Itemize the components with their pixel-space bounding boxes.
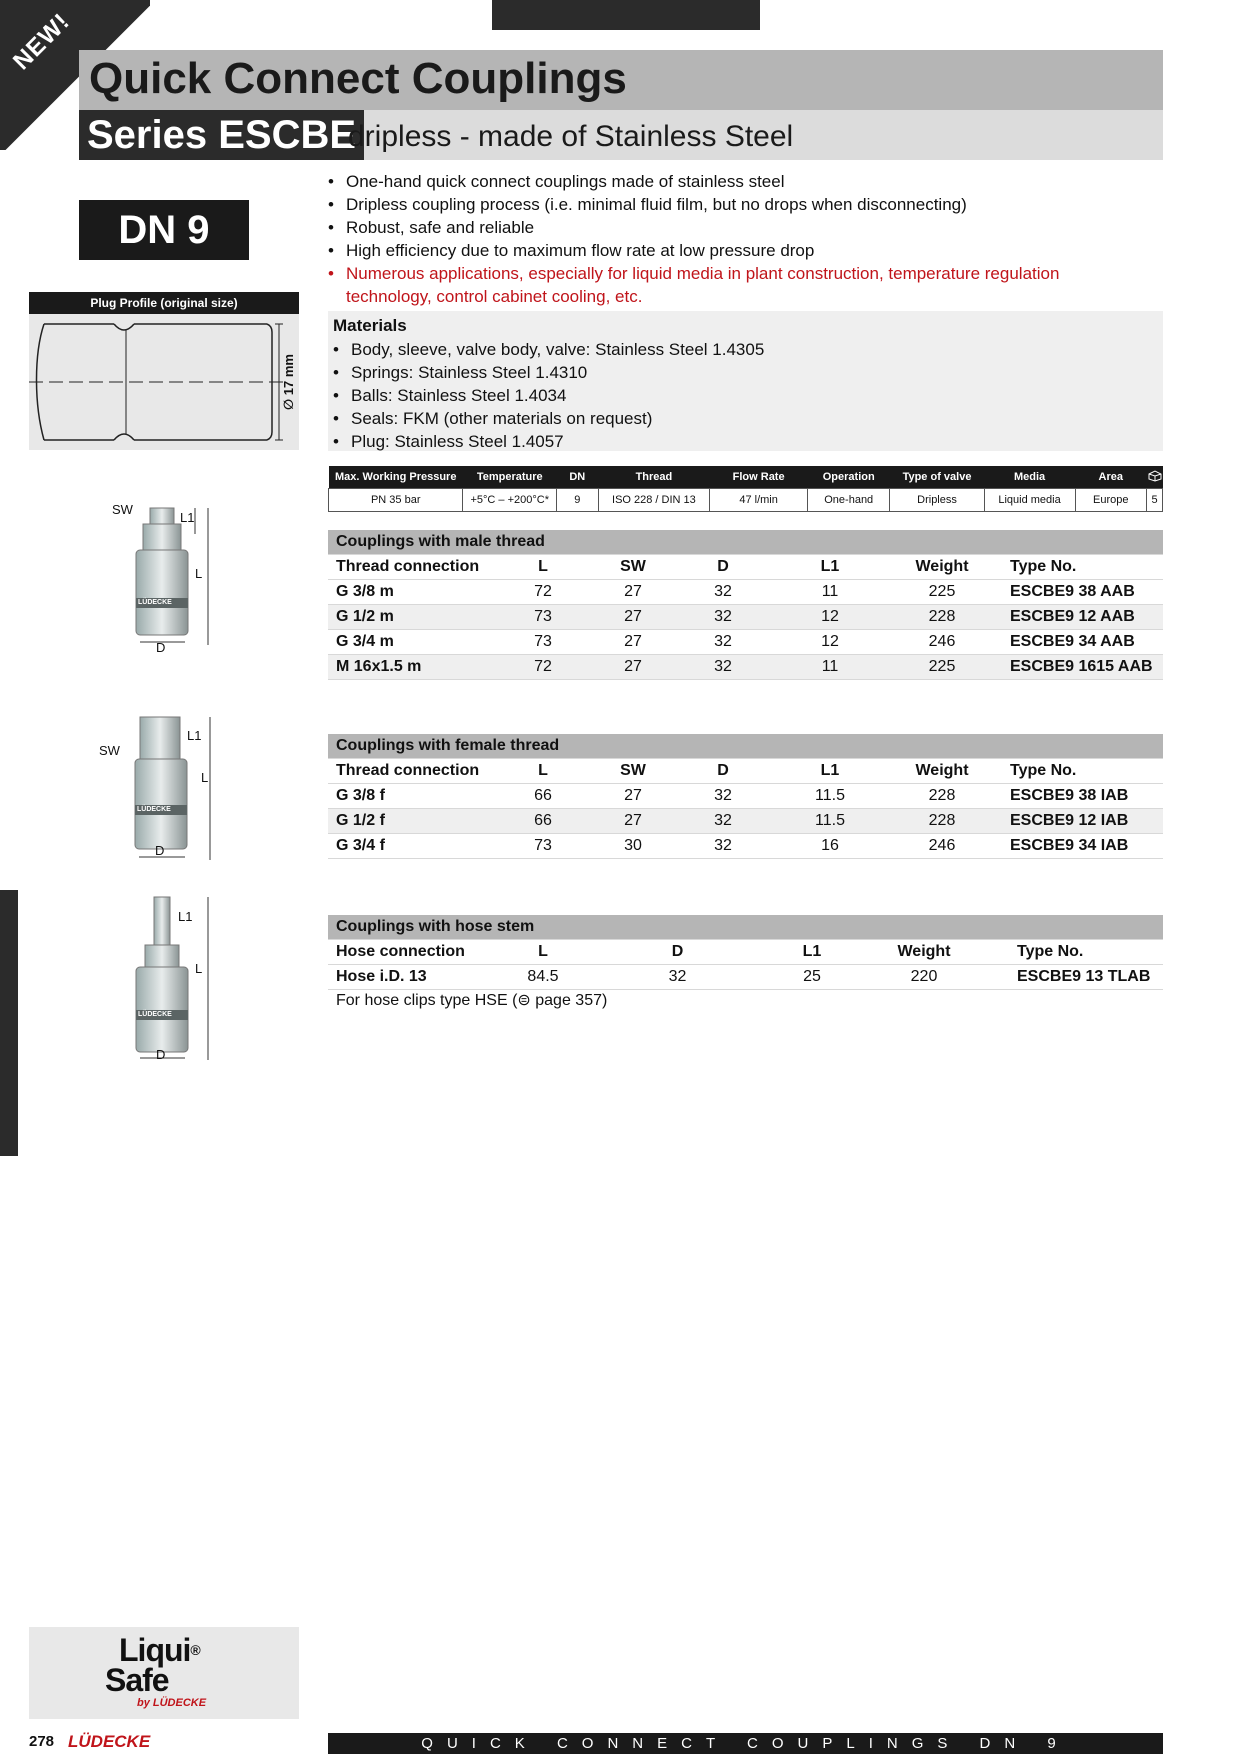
weight-cell: 228 (896, 809, 988, 834)
type-no-cell: ESCBE9 34 IAB (988, 834, 1163, 859)
plug-profile-label: Plug Profile (original size) (29, 292, 299, 314)
spec-value: Dripless (890, 489, 984, 512)
thread-cell: G 3/4 m (328, 630, 502, 655)
sw-cell: 27 (584, 630, 682, 655)
l1-cell: 11 (764, 580, 896, 605)
spec-value: Liquid media (984, 489, 1075, 512)
weight-cell: 220 (853, 965, 995, 990)
table-row (328, 784, 1163, 809)
table-header-row (328, 555, 1163, 580)
type-no-cell: ESCBE9 13 TLAB (995, 965, 1163, 990)
type-no-cell: ESCBE9 38 IAB (988, 784, 1163, 809)
brand-name: LÜDECKE (68, 1732, 151, 1751)
column-header: D (682, 759, 764, 784)
weight-cell: 225 (896, 580, 988, 605)
band-brand: LÜDECKE (138, 599, 172, 606)
spec-value-row (329, 489, 1163, 512)
band-brand: LÜDECKE (137, 806, 171, 813)
table-caption-row (328, 530, 1163, 555)
column-header: L1 (764, 555, 896, 580)
column-header: Thread connection (328, 759, 502, 784)
l-label: L (201, 770, 209, 785)
weight-cell: 228 (896, 605, 988, 630)
sw-cell: 27 (584, 784, 682, 809)
feature-item: • High efficiency due to maximum flow rate at low pressure drop (328, 239, 1148, 262)
table-row (328, 834, 1163, 859)
d-cell: 32 (682, 809, 764, 834)
d-cell: 32 (584, 965, 771, 990)
table-caption-row (328, 734, 1163, 759)
material-item: • Springs: Stainless Steel 1.4310 (333, 361, 764, 384)
column-header: Type No. (988, 759, 1163, 784)
title-band (79, 50, 1163, 110)
spec-header: Max. Working Pressure (329, 466, 463, 489)
hose-clip-note (336, 990, 607, 1010)
column-header: SW (584, 759, 682, 784)
weight-cell: 246 (896, 630, 988, 655)
column-header: Weight (853, 940, 995, 965)
table-row (328, 809, 1163, 834)
column-header: Weight (896, 759, 988, 784)
l-cell: 84.5 (502, 965, 584, 990)
male-coupling-illustration (100, 500, 220, 660)
feature-list (328, 170, 1148, 308)
series-label: Series ESCBE (87, 113, 357, 157)
thread-cell: G 1/2 m (328, 605, 502, 630)
hose-cell: Hose i.D. 13 (328, 965, 502, 990)
feature-item: • One-hand quick connect couplings made of stainless steel (328, 170, 1148, 193)
type-no-cell: ESCBE9 38 AAB (988, 580, 1163, 605)
column-header: Thread connection (328, 555, 502, 580)
l1-cell: 11 (764, 655, 896, 680)
note-prefix: For hose clips type HSE ( (336, 992, 518, 1009)
weight-cell: 246 (896, 834, 988, 859)
d-cell: 32 (682, 784, 764, 809)
table-row (328, 965, 1163, 990)
d-label: D (155, 843, 165, 858)
spec-value: 9 (557, 489, 599, 512)
l-label: L (195, 961, 203, 976)
spec-value: 47 l/min (710, 489, 808, 512)
column-header: Weight (896, 555, 988, 580)
material-item: • Body, sleeve, valve body, valve: Stainless Steel 1.4305 (333, 338, 764, 361)
l-cell: 73 (502, 630, 584, 655)
logo-line1: Liqui (119, 1632, 191, 1668)
band-brand: LÜDECKE (138, 1011, 172, 1018)
plug-profile-drawing (29, 314, 299, 450)
materials-heading: Materials (333, 316, 407, 335)
page-number: 278 (29, 1733, 55, 1750)
table-row (328, 580, 1163, 605)
table-header-row (328, 759, 1163, 784)
table-caption: Couplings with female thread (328, 734, 1163, 759)
female-thread-table (328, 734, 1163, 859)
sw-cell: 27 (584, 580, 682, 605)
side-tab (0, 890, 18, 1156)
spec-header: DN (557, 466, 599, 489)
column-header: Hose connection (328, 940, 502, 965)
note-suffix: page 357) (530, 992, 608, 1009)
table-caption: Couplings with male thread (328, 530, 1163, 555)
type-no-cell: ESCBE9 12 AAB (988, 605, 1163, 630)
box-icon (1147, 466, 1163, 489)
spec-header: Area (1075, 466, 1146, 489)
hose-stem-coupling-illustration (100, 895, 220, 1075)
table-header-row (328, 940, 1163, 965)
l-cell: 73 (502, 605, 584, 630)
type-no-cell: ESCBE9 12 IAB (988, 809, 1163, 834)
female-coupling-illustration (95, 715, 220, 875)
spec-header: Thread (598, 466, 710, 489)
l-cell: 72 (502, 655, 584, 680)
plug-diameter-label: ∅ 17 mm (280, 354, 296, 410)
l1-label: L1 (178, 909, 193, 924)
table-row (328, 605, 1163, 630)
d-cell: 32 (682, 834, 764, 859)
spec-value: One-hand (807, 489, 889, 512)
column-header: L (502, 759, 584, 784)
l-label: L (195, 566, 203, 581)
table-row (328, 655, 1163, 680)
hose-stem-table (328, 915, 1163, 990)
sw-cell: 27 (584, 605, 682, 630)
plug-profile-icon (29, 314, 299, 450)
type-no-cell: ESCBE9 1615 AAB (988, 655, 1163, 680)
material-item: • Plug: Stainless Steel 1.4057 (333, 430, 764, 453)
l-cell: 72 (502, 580, 584, 605)
thread-cell: G 1/2 f (328, 809, 502, 834)
l1-label: L1 (187, 728, 202, 743)
page-title: Quick Connect Couplings (89, 54, 627, 103)
male-thread-table (328, 530, 1163, 680)
sw-cell: 30 (584, 834, 682, 859)
column-header: L (502, 940, 584, 965)
logo-registered: ® (190, 1642, 200, 1658)
spec-value: Europe (1075, 489, 1146, 512)
spec-value: PN 35 bar (329, 489, 463, 512)
d-cell: 32 (682, 655, 764, 680)
type-no-cell: ESCBE9 34 AAB (988, 630, 1163, 655)
feature-item-highlight: • Numerous applications, especially for liquid media in plant construction, temperature regulation technology, control cabinet cooling, etc. (328, 262, 1148, 308)
thread-cell: G 3/8 m (328, 580, 502, 605)
feature-item: • Dripless coupling process (i.e. minimal fluid film, but no drops when disconnecting) (328, 193, 1148, 216)
spec-value: +5°C – +200°C* (463, 489, 557, 512)
footer-band: QUICK CONNECT COUPLINGS DN 9 (328, 1733, 1163, 1754)
l-cell: 73 (502, 834, 584, 859)
l1-cell: 11.5 (764, 784, 896, 809)
weight-cell: 225 (896, 655, 988, 680)
material-item: • Balls: Stainless Steel 1.4034 (333, 384, 764, 407)
top-bar (492, 0, 760, 30)
column-header: SW (584, 555, 682, 580)
thread-cell: G 3/8 f (328, 784, 502, 809)
column-header: D (682, 555, 764, 580)
liquisafe-logo (29, 1627, 299, 1719)
dn-badge: DN 9 (79, 200, 249, 260)
d-label: D (156, 1047, 166, 1062)
sw-label: SW (99, 743, 120, 758)
d-cell: 32 (682, 630, 764, 655)
sw-cell: 27 (584, 809, 682, 834)
d-cell: 32 (682, 605, 764, 630)
spec-header: Media (984, 466, 1075, 489)
column-header: L (502, 555, 584, 580)
column-header: D (584, 940, 771, 965)
new-badge: NEW! (8, 8, 76, 76)
spec-table (328, 466, 1163, 512)
l-cell: 66 (502, 809, 584, 834)
d-label: D (156, 640, 166, 655)
weight-cell: 228 (896, 784, 988, 809)
l1-cell: 11.5 (764, 809, 896, 834)
spec-header: Operation (807, 466, 889, 489)
column-header: Type No. (988, 555, 1163, 580)
thread-cell: G 3/4 f (328, 834, 502, 859)
logo-by: by LÜDECKE (137, 1697, 207, 1709)
l1-cell: 12 (764, 605, 896, 630)
spec-header-row (329, 466, 1163, 489)
column-header: L1 (764, 759, 896, 784)
l1-cell: 12 (764, 630, 896, 655)
series-label-box (79, 110, 364, 160)
spec-header: Temperature (463, 466, 557, 489)
material-item: • Seals: FKM (other materials on request) (333, 407, 764, 430)
series-subtitle: dripless - made of Stainless Steel (348, 120, 794, 153)
sw-cell: 27 (584, 655, 682, 680)
materials-list (333, 338, 764, 453)
logo-line2: Safe (105, 1662, 169, 1698)
spec-value: ISO 228 / DIN 13 (598, 489, 710, 512)
l1-cell: 16 (764, 834, 896, 859)
page-reference-icon: ⊜ (517, 992, 531, 1009)
column-header: L1 (771, 940, 853, 965)
spec-header: Flow Rate (710, 466, 808, 489)
feature-item: • Robust, safe and reliable (328, 216, 1148, 239)
spec-value: 5 (1147, 489, 1163, 512)
spec-header: Type of valve (890, 466, 984, 489)
l1-label: L1 (180, 510, 195, 525)
d-cell: 32 (682, 580, 764, 605)
column-header: Type No. (995, 940, 1163, 965)
l1-cell: 25 (771, 965, 853, 990)
table-caption-row (328, 915, 1163, 940)
table-row (328, 630, 1163, 655)
l-cell: 66 (502, 784, 584, 809)
sw-label: SW (112, 502, 133, 517)
thread-cell: M 16x1.5 m (328, 655, 502, 680)
table-caption: Couplings with hose stem (328, 915, 1163, 940)
